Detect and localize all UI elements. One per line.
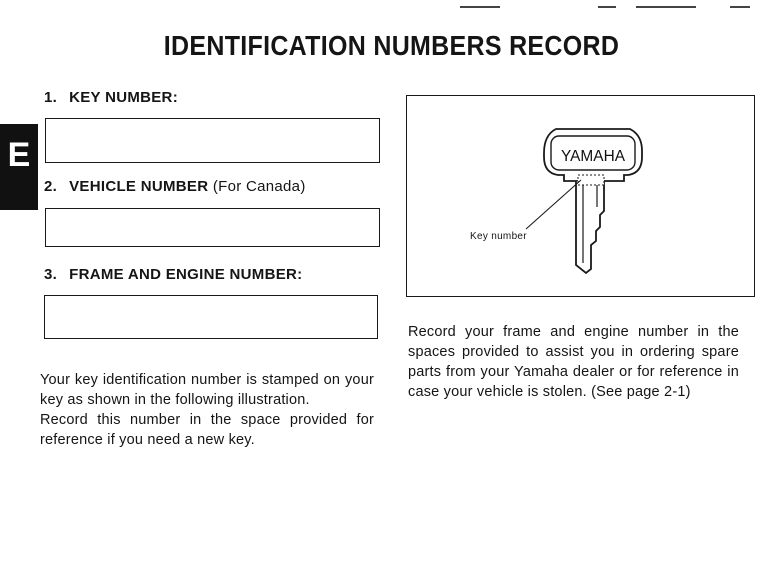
field-note: (For Canada): [212, 178, 306, 195]
field-vehicle-number-heading: [44, 178, 306, 195]
frame-engine-number-box[interactable]: [44, 295, 378, 339]
key-number-box[interactable]: [45, 118, 380, 163]
key-illustration: [406, 95, 755, 297]
key-shaft-icon: [576, 181, 604, 273]
scan-mark: [598, 6, 616, 8]
field-key-number-heading: [44, 89, 178, 106]
field-number: 2.: [44, 178, 58, 195]
field-number: 1.: [44, 89, 58, 106]
field-label: VEHICLE NUMBER: [69, 178, 209, 195]
key-brand-text: YAMAHA: [561, 148, 626, 165]
field-frame-engine-heading: [44, 266, 302, 283]
scan-mark: [460, 6, 500, 8]
scan-mark: [730, 6, 750, 8]
scan-mark: [636, 6, 696, 8]
section-tab-letter: E: [7, 135, 31, 174]
field-label: KEY NUMBER:: [69, 89, 178, 106]
key-instructions: [40, 370, 374, 450]
key-instructions-p1: Your key identification number is stamped on your key as shown in the following illustration.: [40, 372, 374, 408]
field-label: FRAME AND ENGINE NUMBER:: [69, 266, 303, 283]
key-instructions-p2: Record this number in the space provided for reference if you need a new key.: [40, 412, 374, 448]
page-title: IDENTIFICATION NUMBERS RECORD: [163, 30, 620, 62]
field-number: 3.: [44, 266, 58, 283]
vehicle-number-box[interactable]: [45, 208, 380, 247]
frame-engine-instructions: Record your frame and engine number in the spaces provided to assist you in ordering spare parts from your Yamaha dealer or for reference in case your vehicle is stolen. (See page 2-1): [408, 324, 739, 400]
key-number-callout: Key number: [470, 231, 527, 242]
